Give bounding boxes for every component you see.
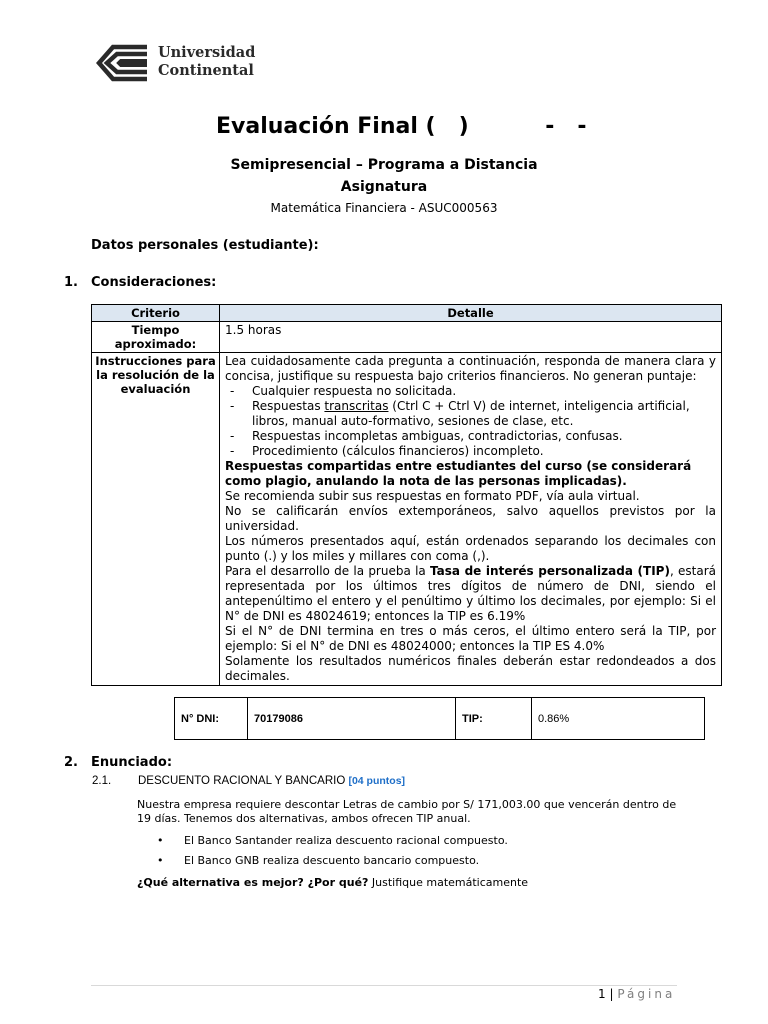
item-2-1-heading — [92, 775, 405, 787]
list-item: - Respuestas transcritas (Ctrl C + Ctrl V) de internet, inteligencia artificial, libros, manual auto-formativo, sesiones de clase, etc. — [225, 399, 716, 429]
numbers-note: Los números presentados aquí, están ordenados separando los decimales con punto (.) y los miles y millares con coma (,). — [225, 534, 716, 563]
question: ¿Qué alternativa es mejor? ¿Por qué? Justifique matemáticamente — [137, 876, 529, 889]
subtitle-asignatura: Asignatura — [340, 179, 428, 195]
underlined-word: transcritas — [324, 399, 389, 413]
bullet-dot-icon: • — [157, 854, 164, 867]
section-2-title: Enunciado: — [91, 755, 173, 770]
tip-value: 0.86% — [532, 698, 705, 740]
item-paragraph: Nuestra empresa requiere descontar Letras de cambio por S/ 171,003.00 que vencerán dentro de 19 días. Tenemos dos alternativas, ambos ofrecen TIP anual. — [137, 798, 677, 825]
course-name: Matemática Financiera - ASUC000563 — [270, 201, 498, 215]
page-number — [598, 987, 675, 1001]
list-item: • El Banco GNB realiza descuento bancario compuesto. — [157, 854, 480, 867]
col-detalle: Detalle — [220, 305, 722, 322]
col-criterio: Criterio — [92, 305, 220, 322]
logo-line1: Universidad — [158, 44, 256, 61]
section-2-heading — [64, 755, 172, 770]
university-logo — [91, 41, 261, 85]
list-item: • El Banco Santander realiza descuento racional compuesto. — [157, 834, 508, 847]
page-number-value: 1 — [598, 987, 606, 1001]
late-note: No se calificarán envíos extemporáneos, salvo aquellos previstos por la universidad. — [225, 504, 716, 533]
bullet-dot-icon: • — [157, 834, 164, 847]
section-1-title: Consideraciones: — [91, 275, 217, 290]
row-time-value: 1.5 horas — [220, 322, 722, 353]
criteria-table — [91, 304, 722, 686]
row-instructions-detail — [220, 353, 722, 686]
plagiarism-note: Respuestas compartidas entre estudiantes del curso (se considerará como plagio, anulando la nota de las personas implicadas). — [225, 459, 692, 488]
row-time-label: Tiempo aproximado: — [92, 322, 220, 353]
page-separator: | — [609, 987, 614, 1001]
dni-label: N° DNI: — [175, 698, 248, 740]
dni-table — [174, 697, 705, 740]
item-title: DESCUENTO RACIONAL Y BANCARIO — [138, 775, 346, 787]
rounding-note: Solamente los resultados numéricos finales deberán estar redondeados a dos decimales. — [225, 654, 716, 683]
question-bold: ¿Qué alternativa es mejor? ¿Por qué? — [137, 876, 369, 889]
points-badge: [04 puntos] — [348, 775, 406, 787]
list-item: - Procedimiento (cálculos financieros) incompleto. — [225, 444, 716, 459]
personal-data-label: Datos personales (estudiante): — [91, 238, 319, 253]
tip-term: Tasa de interés personalizada (TIP) — [430, 564, 670, 578]
page-word: Página — [617, 987, 676, 1001]
logo-line2: Continental — [158, 62, 254, 79]
row-instructions-label: Instrucciones para la resolución de la evaluación — [92, 353, 220, 686]
footer-divider — [91, 985, 677, 986]
zeros-note: Si el N° de DNI termina en tres o más ceros, el último entero será la TIP, por ejemplo: Si el N° de DNI es 48024000; entonces la TIP ES 4.0% — [225, 624, 716, 653]
section-1-heading — [64, 275, 216, 290]
item-number: 2.1. — [92, 775, 112, 787]
subtitle: Semipresencial – Programa a Distancia — [230, 157, 538, 173]
section-1-number: 1. — [64, 275, 78, 290]
instructions-intro: Lea cuidadosamente cada pregunta a continuación, responda de manera clara y concisa, justifique su respuesta bajo criterios financieros. No generan puntaje: — [225, 354, 716, 383]
tip-explanation: Para el desarrollo de la prueba la Tasa de interés personalizada (TIP), estará representada por los últimos tres dígitos de número de DNI, siendo el antepenúltimo el entero y el penúltimo y último los decimales, por ejemplo: Si el N° de DNI es 48024619; entonces la TIP es 6.19% — [225, 564, 716, 623]
exclusions-list — [225, 384, 716, 459]
list-item: - Respuestas incompletas ambiguas, contradictorias, confusas. — [225, 429, 716, 444]
logo-mark-icon — [91, 41, 153, 85]
tip-label: TIP: — [456, 698, 532, 740]
page-title: Evaluación Final ( ) - - — [216, 114, 587, 139]
section-2-number: 2. — [64, 755, 78, 770]
pdf-note: Se recomienda subir sus respuestas en formato PDF, vía aula virtual. — [225, 489, 640, 503]
list-item: - Cualquier respuesta no solicitada. — [225, 384, 716, 399]
dni-value: 70179086 — [248, 698, 456, 740]
